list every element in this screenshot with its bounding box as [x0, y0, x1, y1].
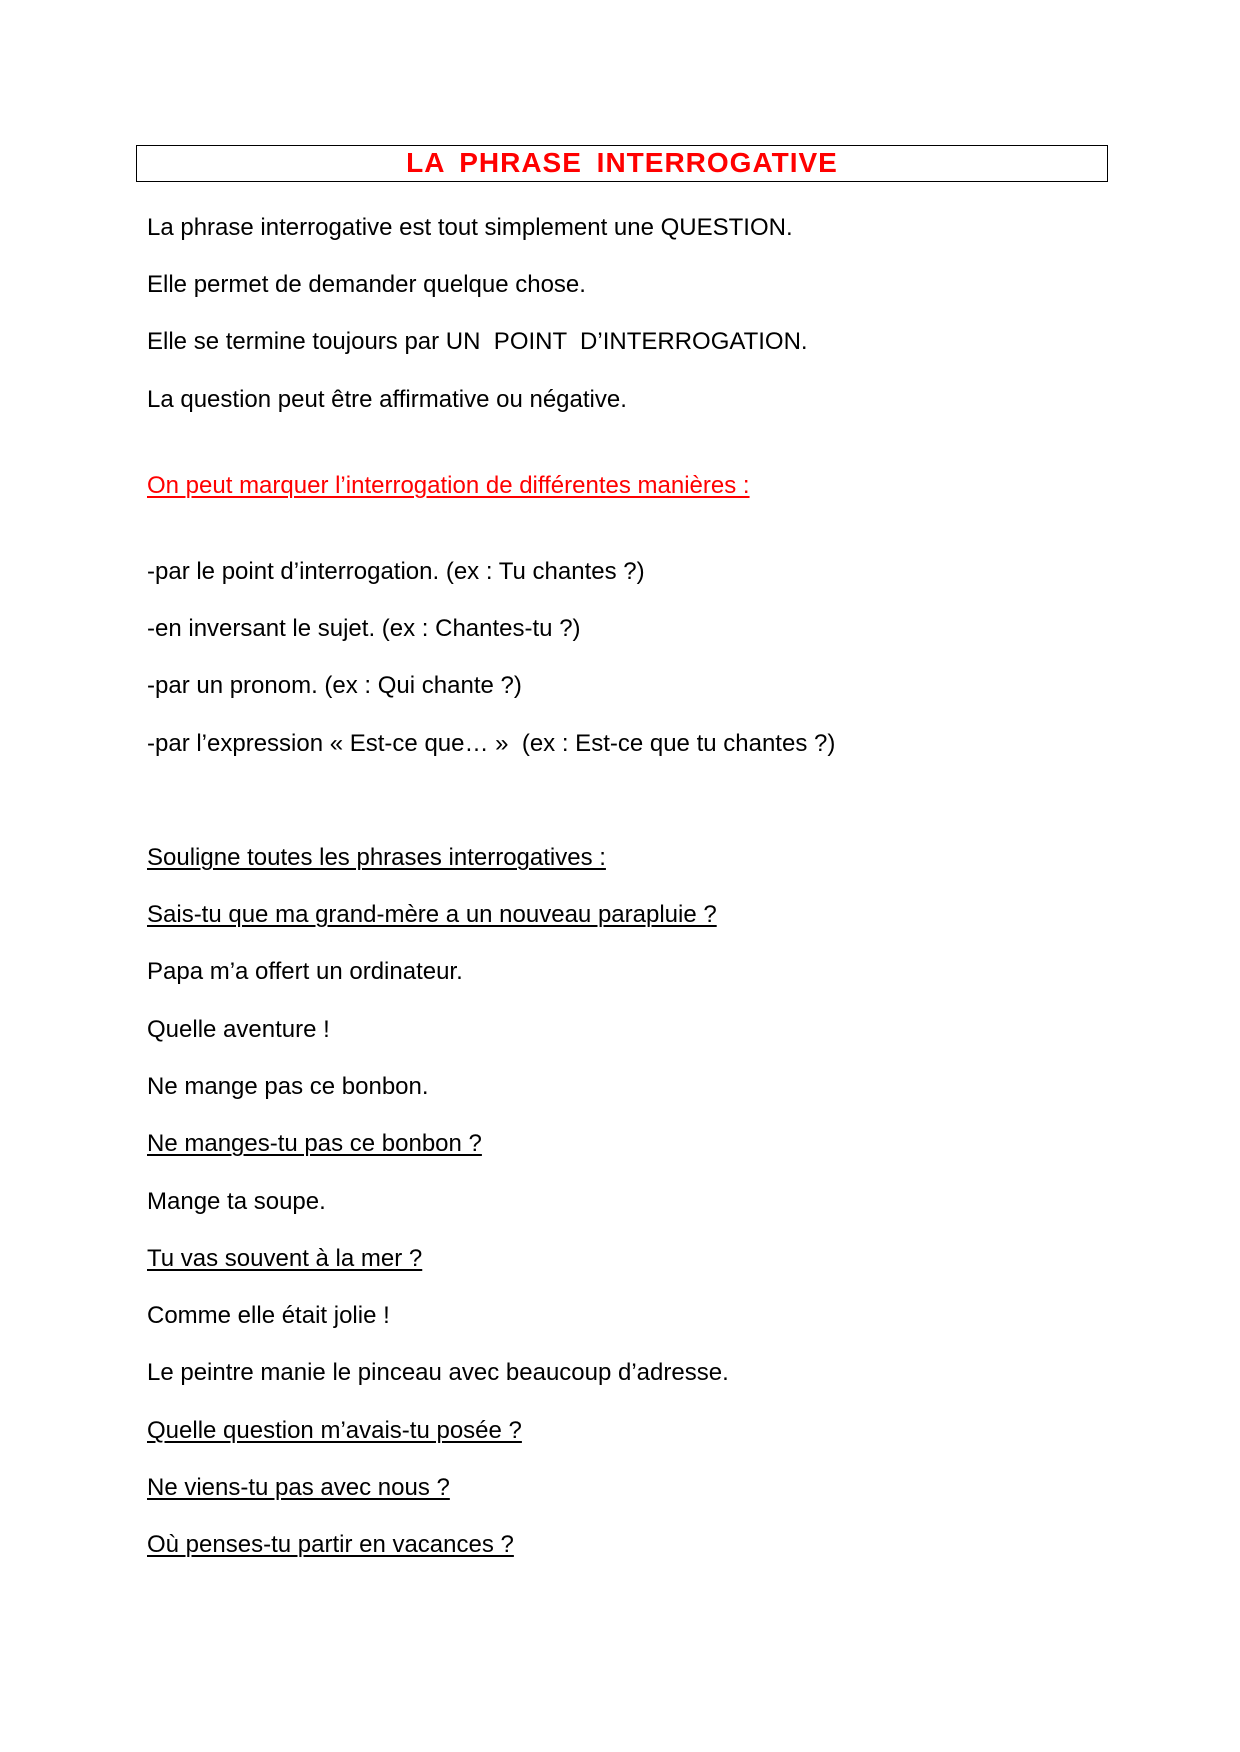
exercise-sentence: Ne mange pas ce bonbon. — [147, 1073, 429, 1100]
exercise-sentence: Ne manges-tu pas ce bonbon ? — [147, 1130, 482, 1157]
exercise-sentence: Tu vas souvent à la mer ? — [147, 1245, 423, 1272]
intro-line-1: La phrase interrogative est tout simplement une QUESTION. — [147, 214, 793, 241]
exercise-sentence: Comme elle était jolie ! — [147, 1302, 390, 1329]
method-item-3: -par un pronom. (ex : Qui chante ?) — [147, 672, 522, 699]
exercise-sentence: Quelle aventure ! — [147, 1016, 330, 1043]
methods-heading: On peut marquer l’interrogation de différentes manières : — [147, 472, 750, 499]
intro-line-4: La question peut être affirmative ou négative. — [147, 386, 627, 413]
exercise-sentence: Mange ta soupe. — [147, 1188, 326, 1215]
method-item-1: -par le point d’interrogation. (ex : Tu chantes ?) — [147, 558, 645, 585]
exercise-sentence: Sais-tu que ma grand-mère a un nouveau parapluie ? — [147, 901, 717, 928]
exercise-sentence: Où penses-tu partir en vacances ? — [147, 1531, 514, 1558]
intro-line-3: Elle se termine toujours par UN POINT D’INTERROGATION. — [147, 328, 808, 355]
exercise-sentence: Le peintre manie le pinceau avec beaucoup d’adresse. — [147, 1359, 729, 1386]
intro-line-2: Elle permet de demander quelque chose. — [147, 271, 586, 298]
page-title: LA PHRASE INTERROGATIVE — [406, 147, 838, 178]
method-item-2: -en inversant le sujet. (ex : Chantes-tu ?) — [147, 615, 581, 642]
title-box — [136, 145, 1108, 182]
exercise-sentence: Quelle question m’avais-tu posée ? — [147, 1417, 522, 1444]
exercise-sentence: Papa m’a offert un ordinateur. — [147, 958, 463, 985]
method-item-4: -par l’expression « Est-ce que… » (ex : Est-ce que tu chantes ?) — [147, 730, 836, 757]
exercise-sentence: Ne viens-tu pas avec nous ? — [147, 1474, 450, 1501]
exercise-instruction: Souligne toutes les phrases interrogatives : — [147, 844, 606, 871]
